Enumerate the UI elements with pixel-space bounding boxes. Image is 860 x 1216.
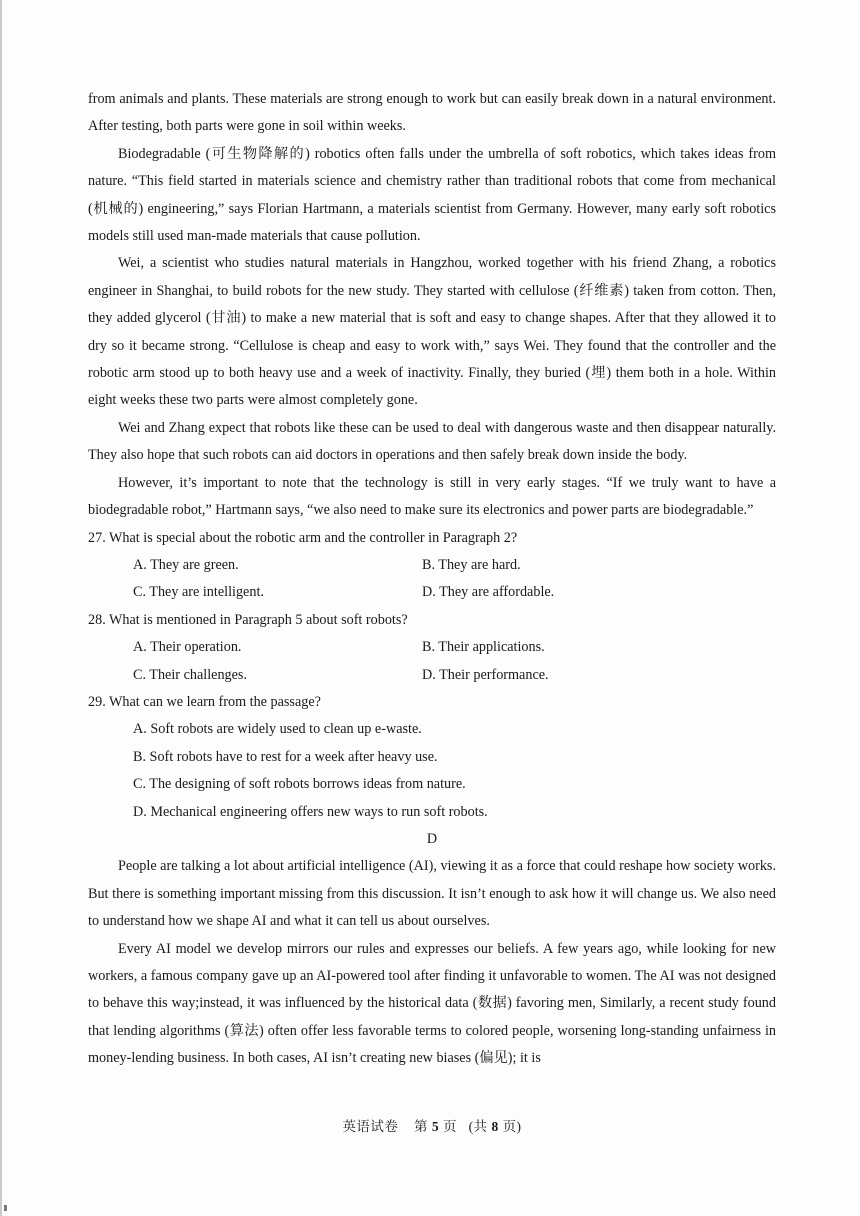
passage-c-paragraph-3: Wei, a scientist who studies natural materials in Hangzhou, worked together with his friend Zhang, a robotics engineer in Shanghai, to build robots for the new study. They started with cellulose (纤维素) taken from cotton. Then, they added glycerol (甘油) to make a new material that is soft and easy to change shapes. After that they allowed it to dry so it became strong. “Cellulose is cheap and easy to work with,” says Wei. They found that the controller and the robotic arm stood up to both heavy use and a week of inactivity. Finally, they buried (埋) them both in a hole. Within eight weeks these two parts were almost completely gone. xyxy=(88,255,776,409)
footer-total-prefix: (共 xyxy=(468,1119,488,1134)
option-b: B. Soft robots have to rest for a week after heavy use. xyxy=(133,748,438,765)
footer-page-prefix: 第 xyxy=(413,1119,428,1134)
option-c: C. They are intelligent. xyxy=(133,584,264,601)
option-c: C. The designing of soft robots borrows ideas from nature. xyxy=(133,776,466,793)
section-heading-d: D xyxy=(426,830,438,847)
passage-c-paragraph-1-tail: from animals and plants. These materials are strong enough to work but can easily break down in a natural environment. After testing, both parts were gone in soil within weeks. xyxy=(88,91,776,135)
page-content xyxy=(88,86,776,1073)
options-row xyxy=(88,662,776,689)
question-28 xyxy=(88,607,776,689)
footer-page-suffix: 页 xyxy=(442,1119,457,1134)
option-d: D. Their performance. xyxy=(422,666,549,683)
options-row xyxy=(88,579,776,606)
option-a: A. Soft robots are widely used to clean up e-waste. xyxy=(133,721,422,738)
question-27 xyxy=(88,525,776,607)
passage-d-paragraph-1: People are talking a lot about artificial intelligence (AI), viewing it as a force that could reshape how society works. But there is something important missing from this discussion. It isn’t enough to ask how it will change us. We also need to understand how we shape AI and what it can tell us about ourselves. xyxy=(88,858,776,930)
passage-d-paragraph-2: Every AI model we develop mirrors our rules and expresses our beliefs. A few years ago, while looking for new workers, a famous company gave up an AI-powered tool after finding it unfavorable to women. The AI was not designed to behave this way;instead, it was influenced by the historical data (数据) favoring men, Similarly, a recent study found that lending algorithms (算法) often offer less favorable terms to colored people, worsening long-standing unfairness in money-lending business. In both cases, AI isn’t creating new biases (偏见); it is xyxy=(88,940,776,1067)
question-stem: 28. What is mentioned in Paragraph 5 about soft robots? xyxy=(88,611,408,628)
options-row xyxy=(88,552,776,579)
question-29 xyxy=(88,689,776,826)
passage-c-paragraph-4: Wei and Zhang expect that robots like these can be used to deal with dangerous waste and then disappear naturally. They also hope that such robots can aid doctors in operations and then safely break down inside the body. xyxy=(88,419,776,464)
passage-c-paragraph-2: Biodegradable (可生物降解的) robotics often falls under the umbrella of soft robotics, which takes ideas from nature. “This field started in materials science and chemistry rather than traditional robots that come from mechanical (机械的) engineering,” says Florian Hartmann, a materials scientist from Germany. However, many early soft robotics models still used man-made materials that cause pollution. xyxy=(88,145,776,245)
footer-subject: 英语试卷 xyxy=(342,1119,399,1134)
option-d: D. Mechanical engineering offers new ways to run soft robots. xyxy=(133,803,488,820)
question-stem: 27. What is special about the robotic arm and the controller in Paragraph 2? xyxy=(88,529,518,546)
page-footer xyxy=(2,1115,860,1135)
option-c: C. Their challenges. xyxy=(133,666,247,683)
passage-c-paragraph-5: However, it’s important to note that the technology is still in very early stages. “If we truly want to have a biodegradable robot,” Hartmann says, “we also need to make sure its electronics and power parts are biodegradable.” xyxy=(88,474,776,519)
footer-total-number: 8 xyxy=(491,1119,499,1134)
option-d: D. They are affordable. xyxy=(422,584,555,601)
footer-total-suffix: 页) xyxy=(502,1119,522,1134)
option-a: A. They are green. xyxy=(133,556,239,573)
option-b: B. They are hard. xyxy=(422,556,521,573)
scan-artifact-mark xyxy=(4,1205,7,1211)
option-a: A. Their operation. xyxy=(133,639,242,656)
option-b: B. Their applications. xyxy=(422,639,545,656)
options-row xyxy=(88,634,776,661)
question-stem: 29. What can we learn from the passage? xyxy=(88,693,321,710)
footer-page-number: 5 xyxy=(431,1119,440,1134)
